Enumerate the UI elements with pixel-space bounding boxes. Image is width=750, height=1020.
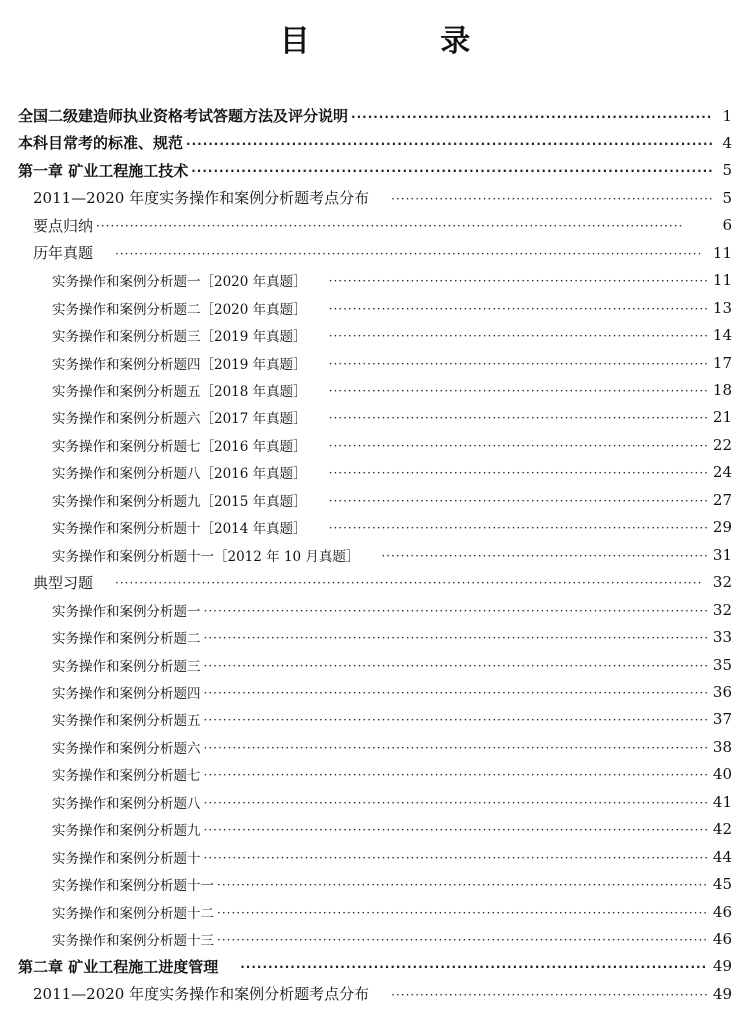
toc-entry[interactable] xyxy=(18,953,732,980)
toc-entry-title: 实务操作和案例分析题十三 xyxy=(52,933,214,949)
toc-dot-leader xyxy=(329,411,707,425)
toc-entry-title: 实务操作和案例分析题二 xyxy=(52,631,201,648)
toc-entry[interactable] xyxy=(52,706,732,733)
toc-entry-page-number: 33 xyxy=(712,628,732,647)
toc-entry[interactable] xyxy=(52,267,732,294)
toc-entry[interactable] xyxy=(52,431,732,458)
toc-entry-page-number: 4 xyxy=(722,133,732,152)
toc-entry-title: 实务操作和案例分析题十 xyxy=(52,850,201,867)
toc-entry-page-number: 41 xyxy=(712,792,732,811)
toc-entry-page-number: 5 xyxy=(722,188,732,207)
toc-entry[interactable] xyxy=(52,651,732,678)
toc-entry-title: 实务操作和案例分析题四［2019 年真题］ xyxy=(52,356,307,373)
toc-entry-page-number: 42 xyxy=(712,820,732,839)
toc-dot-leader xyxy=(351,110,712,124)
toc-entry[interactable] xyxy=(33,239,732,266)
toc-dot-leader xyxy=(329,521,707,535)
toc-entry-title: 实务操作和案例分析题九 xyxy=(52,823,201,840)
toc-entry-title: 实务操作和案例分析题六［2017 年真题］ xyxy=(52,411,307,428)
toc-entry-title: 实务操作和案例分析题一 xyxy=(52,603,201,620)
toc-entry[interactable] xyxy=(52,459,732,486)
toc-dot-leader xyxy=(204,768,707,782)
toc-entry-page-number: 44 xyxy=(712,847,732,866)
toc-entry-page-number: 49 xyxy=(712,984,732,1003)
toc-entry[interactable] xyxy=(52,761,732,788)
toc-entry[interactable] xyxy=(52,678,732,705)
toc-entry[interactable] xyxy=(52,816,732,843)
toc-entry-title: 实务操作和案例分析题八［2016 年真题］ xyxy=(52,466,307,483)
toc-dot-leader xyxy=(204,796,707,810)
toc-entry[interactable] xyxy=(33,569,732,596)
toc-entry-page-number: 36 xyxy=(712,682,732,701)
toc-dot-leader xyxy=(329,329,707,343)
toc-entry-page-number: 35 xyxy=(712,655,732,674)
toc-entry-page-number: 11 xyxy=(712,243,732,262)
toc-entry-page-number: 1 xyxy=(722,106,732,125)
toc-entry-title: 第二章 矿业工程施工进度管理 xyxy=(18,957,219,976)
toc-entry-title: 2011—2020 年度实务操作和案例分析题考点分布 xyxy=(33,189,370,208)
toc-dot-leader xyxy=(391,192,712,206)
toc-entry-page-number: 5 xyxy=(722,161,732,180)
toc-dot-leader xyxy=(204,741,707,755)
toc-entry-title: 实务操作和案例分析题六 xyxy=(52,740,201,757)
toc-entry-page-number: 45 xyxy=(712,875,732,894)
toc-entry-title: 实务操作和案例分析题一［2020 年真题］ xyxy=(52,274,307,291)
toc-entry-title: 实务操作和案例分析题十二 xyxy=(52,905,214,922)
toc-entry[interactable] xyxy=(18,102,732,129)
toc-dot-leader xyxy=(381,549,706,563)
toc-entry-page-number: 46 xyxy=(712,902,732,921)
toc-entry[interactable] xyxy=(52,322,732,349)
toc-dot-leader xyxy=(204,659,707,673)
toc-entry[interactable] xyxy=(52,294,732,321)
toc-entry[interactable] xyxy=(52,486,732,513)
toc-entry[interactable] xyxy=(18,129,732,156)
toc-entry[interactable] xyxy=(18,157,732,184)
toc-dot-leader xyxy=(204,851,707,865)
toc-dot-leader xyxy=(115,247,707,261)
toc-dot-leader xyxy=(329,494,707,508)
toc-entry[interactable] xyxy=(52,733,732,760)
toc-entry-title: 本科目常考的标准、规范 xyxy=(18,134,184,153)
toc-dot-leader xyxy=(329,384,707,398)
toc-entry-title: 2011—2020 年度实务操作和案例分析题考点分布 xyxy=(33,985,370,1004)
toc-entry-title: 第一章 矿业工程施工技术 xyxy=(18,161,189,180)
toc-dot-leader xyxy=(217,878,707,892)
toc-entry-page-number: 31 xyxy=(712,545,732,564)
toc-entry[interactable] xyxy=(33,980,732,1007)
page-title: 目 录 xyxy=(279,24,531,59)
toc-dot-leader xyxy=(329,439,707,453)
toc-entry[interactable] xyxy=(33,212,732,239)
toc-entry[interactable] xyxy=(33,184,732,211)
toc-entry[interactable] xyxy=(52,514,732,541)
toc-entry-page-number: 14 xyxy=(712,326,732,345)
toc-entry-page-number: 21 xyxy=(712,408,732,427)
toc-dot-leader xyxy=(204,823,707,837)
toc-dot-leader xyxy=(204,686,707,700)
toc-entry-page-number: 11 xyxy=(712,271,732,290)
toc-dot-leader xyxy=(186,137,712,151)
toc-entry[interactable] xyxy=(52,404,732,431)
toc-entry[interactable] xyxy=(52,349,732,376)
toc-entry[interactable] xyxy=(52,898,732,925)
toc-dot-leader xyxy=(217,933,707,947)
toc-dot-leader xyxy=(115,576,707,590)
toc-entry[interactable] xyxy=(52,926,732,953)
toc-dot-leader xyxy=(204,713,707,727)
toc-entry-page-number: 22 xyxy=(712,435,732,454)
toc-dot-leader xyxy=(329,466,707,480)
toc-entry-page-number: 32 xyxy=(712,573,732,592)
toc-dot-leader xyxy=(96,219,712,233)
toc-dot-leader xyxy=(204,631,707,645)
toc-entry-title: 实务操作和案例分析题十一［2012 年 10 月真题］ xyxy=(52,548,360,565)
toc-entry[interactable] xyxy=(52,843,732,870)
toc-entry-title: 历年真题 xyxy=(33,244,94,263)
toc-entry-title: 实务操作和案例分析题五［2018 年真题］ xyxy=(52,384,307,400)
toc-entry-title: 实务操作和案例分析题七［2016 年真题］ xyxy=(52,438,307,455)
toc-entry[interactable] xyxy=(52,377,732,404)
toc-entry[interactable] xyxy=(52,596,732,623)
toc-entry-title: 实务操作和案例分析题四 xyxy=(52,685,201,702)
toc-entry-title: 实务操作和案例分析题十一 xyxy=(52,878,214,895)
toc-entry-title: 实务操作和案例分析题七 xyxy=(52,768,201,785)
toc-entry-title: 要点归纳 xyxy=(33,216,94,235)
toc-dot-leader xyxy=(204,604,707,618)
toc-dot-leader xyxy=(329,274,707,288)
toc-entry-page-number: 18 xyxy=(712,381,732,399)
toc-entry[interactable] xyxy=(52,541,732,568)
toc-entry-page-number: 24 xyxy=(712,463,732,482)
toc-entry-page-number: 29 xyxy=(712,518,732,537)
toc-entry-page-number: 37 xyxy=(712,710,732,729)
toc-entry-title: 实务操作和案例分析题二［2020 年真题］ xyxy=(52,301,307,318)
toc-dot-leader xyxy=(329,302,707,316)
toc-entry-title: 实务操作和案例分析题九［2015 年真题］ xyxy=(52,493,307,510)
toc-dot-leader xyxy=(217,906,707,920)
toc-entry-title: 实务操作和案例分析题三［2019 年真题］ xyxy=(52,329,307,346)
toc-entry-page-number: 40 xyxy=(712,765,732,784)
toc-entry-title: 典型习题 xyxy=(33,573,94,592)
toc-entry[interactable] xyxy=(52,788,732,815)
toc-entry-page-number: 6 xyxy=(722,216,732,235)
toc-entry[interactable] xyxy=(52,871,732,898)
toc-entry-title: 实务操作和案例分析题十［2014 年真题］ xyxy=(52,521,307,538)
toc-dot-leader xyxy=(329,357,707,371)
toc-entry-page-number: 38 xyxy=(712,737,732,756)
toc-entry-page-number: 46 xyxy=(712,930,732,948)
toc-entry-page-number: 32 xyxy=(712,600,732,619)
toc-dot-leader xyxy=(391,988,707,1002)
toc-entry-page-number: 13 xyxy=(712,298,732,317)
toc-entry-title: 实务操作和案例分析题八 xyxy=(52,795,201,812)
toc-entry-title: 全国二级建造师执业资格考试答题方法及评分说明 xyxy=(18,107,349,125)
toc-entry-title: 实务操作和案例分析题三 xyxy=(52,658,201,675)
toc-entry-page-number: 17 xyxy=(712,353,732,372)
toc-entry-page-number: 49 xyxy=(712,957,732,976)
toc-entry-title: 实务操作和案例分析题五 xyxy=(52,713,201,730)
toc-dot-leader xyxy=(240,960,707,974)
toc-entry-page-number: 27 xyxy=(712,490,732,509)
toc-dot-leader xyxy=(191,164,712,178)
toc-entry[interactable] xyxy=(52,624,732,651)
